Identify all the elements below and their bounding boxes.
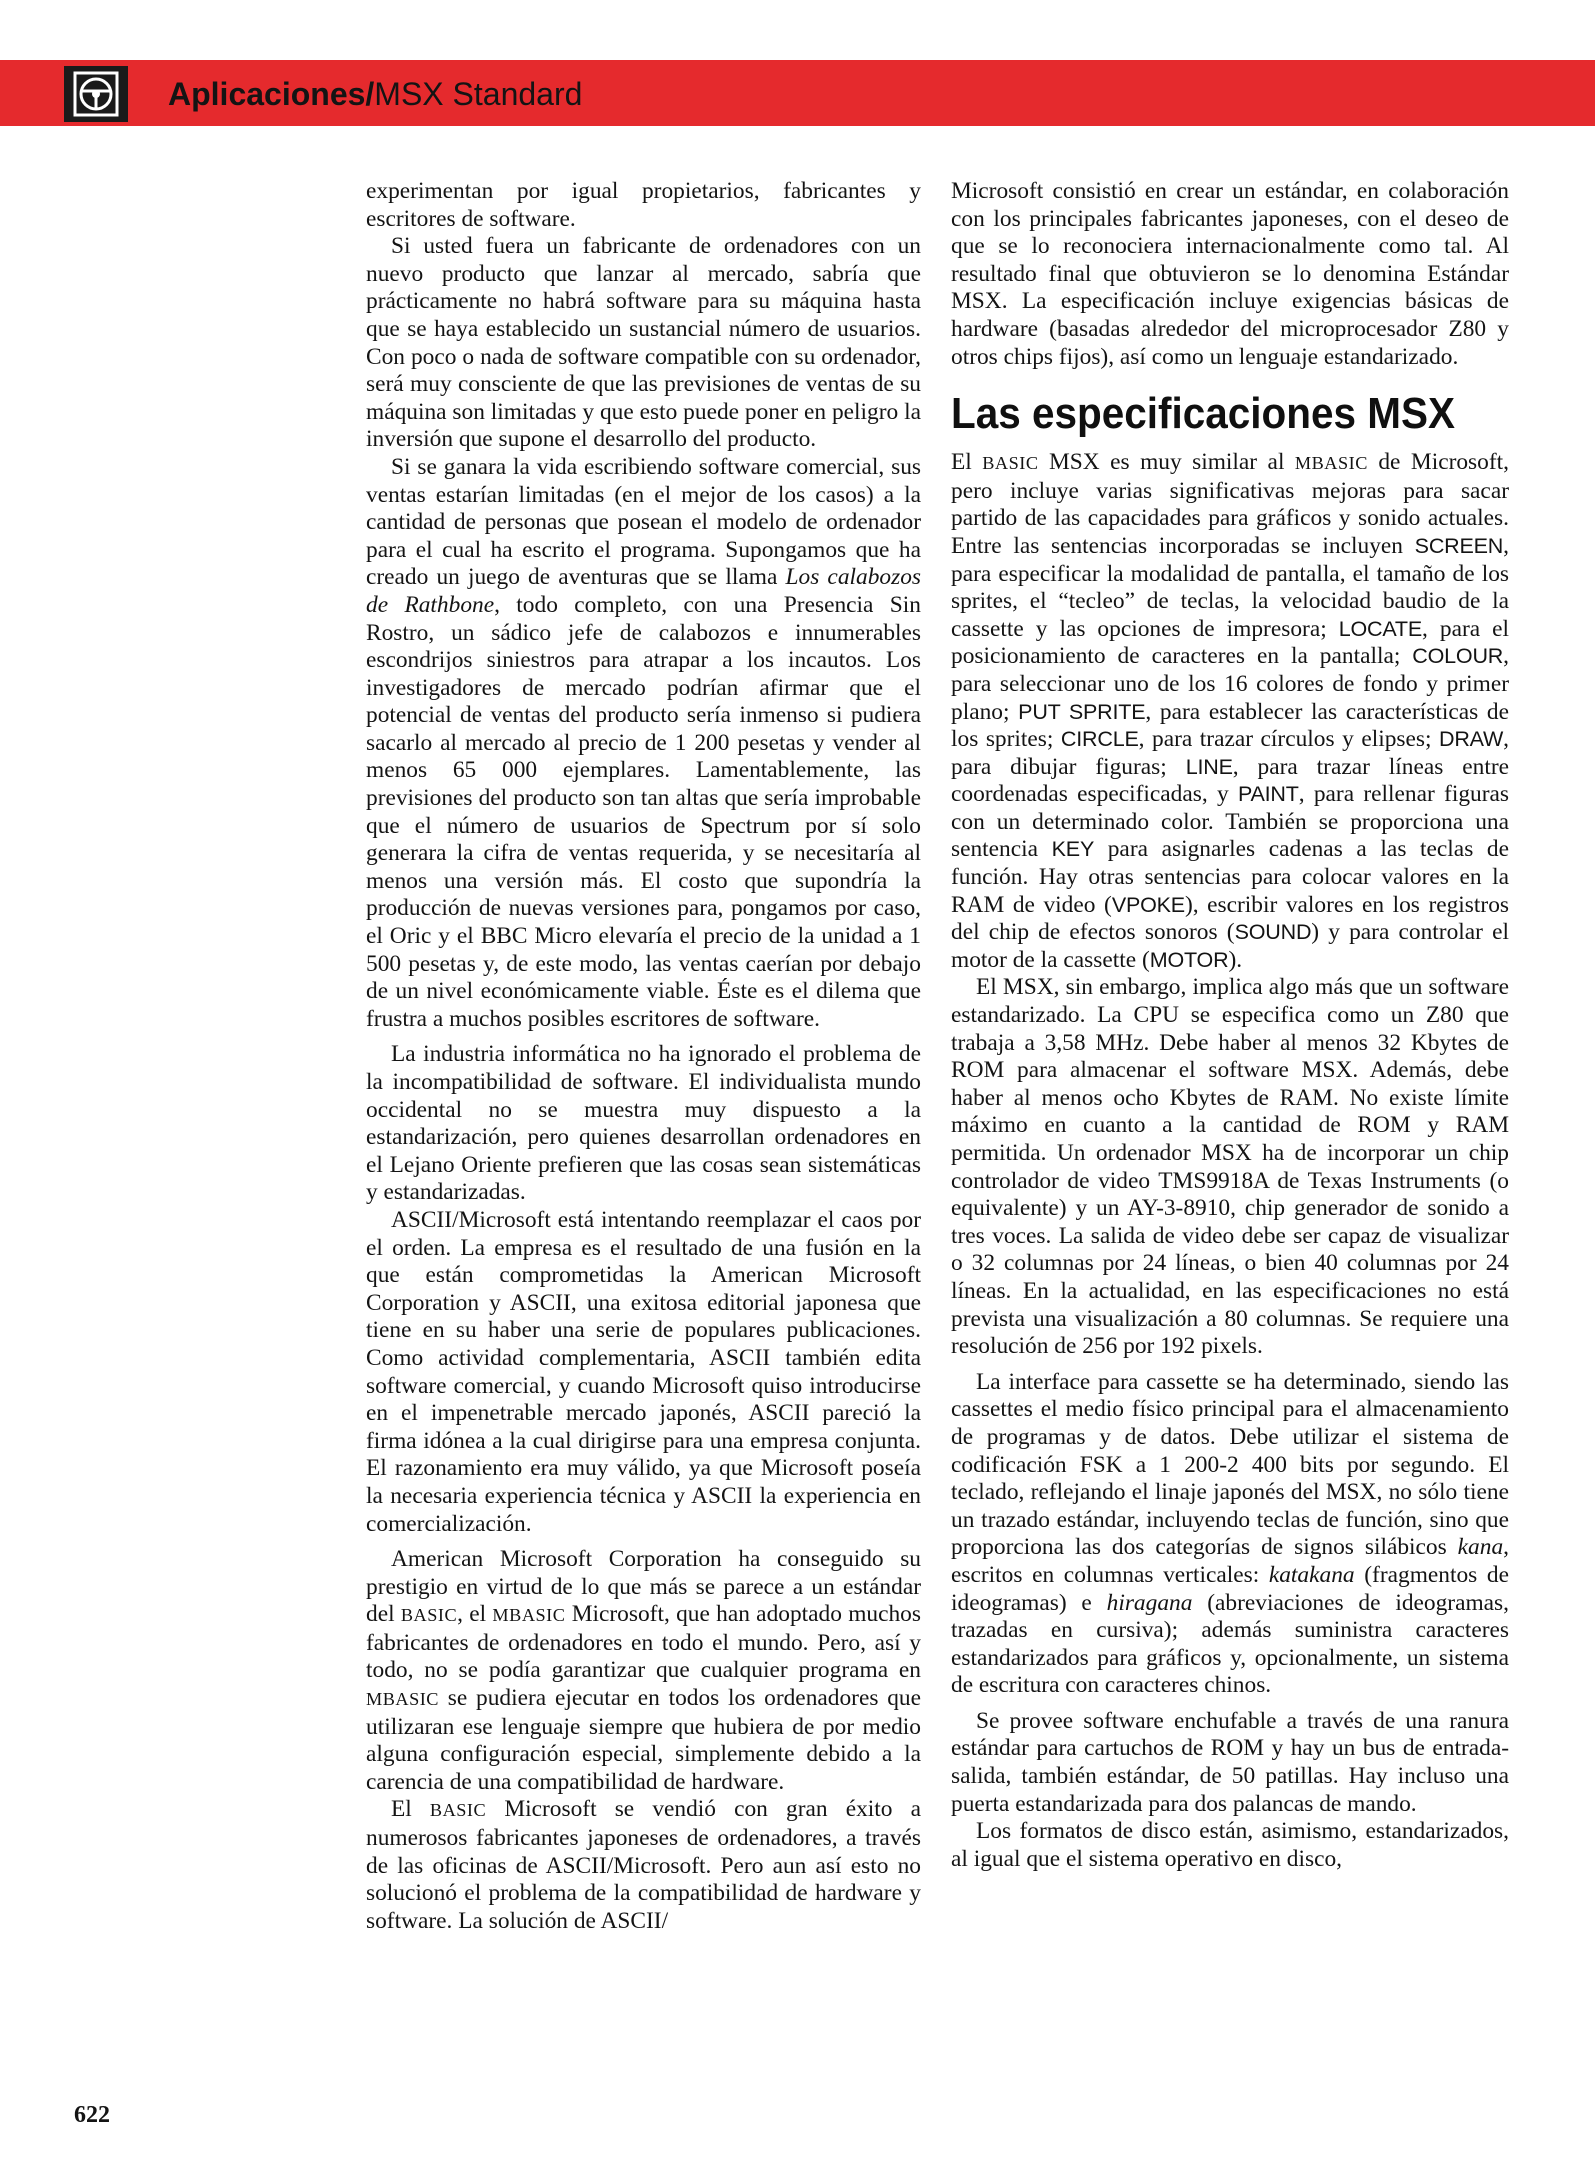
paragraph: Si usted fuera un fabricante de ordenadores con un nuevo producto que lanzar al mercado, sabría que prácticamente no habrá software para su máquina hasta que se haya establecido un sustancial número de usuarios. Con poco o nada de software compatible con su ordenador, será muy consciente de que las previsiones de ventas de su máquina son limitadas y que esto puede poner en peligro la inversión que supone el desarrollo del producto.: [366, 233, 921, 453]
keyword: KEY: [1051, 837, 1095, 862]
keyword: COLOUR: [1412, 644, 1504, 669]
paragraph: La industria informática no ha ignorado el problema de la incompatibilidad de software. El individualista mundo occidental no se muestra muy dispuesto a la estandarización, pero quienes desarrollan ordenadores en el Lejano Oriente prefieren que las cosas sean sistemáticas y estandarizadas.: [366, 1041, 921, 1206]
paragraph: American Microsoft Corporation ha conseguido su prestigio en virtud de lo que más se parece a un estándar del BASIC, el MBASIC Microsoft, que han adoptado muchos fabricantes de ordenadores en todo el mundo. Pero, así y todo, no se podía garantizar que cualquier programa en MBASIC se pudiera ejecutar en todos los ordenadores que utilizaran ese lenguaje siempre que hubiera de por medio alguna configuración especial, simplemente debido a la carencia de una compatibilidad de hardware.: [366, 1546, 921, 1795]
keyword: PAINT: [1237, 782, 1299, 807]
paragraph: La interface para cassette se ha determinado, siendo las cassettes el medio físico principal para el almacenamiento de programas y de datos. Debe utilizar el sistema de codificación FSK a 1 200-2 400 bits por segundo. El teclado, reflejando el linaje japonés del MSX, no sólo tiene un trazado estándar, incluyendo teclas de función, sino que proporciona las dos categorías de signos silábicos kana, escritos en columnas verticales: katakana (fragmentos de ideogramas) e hiragana (abreviaciones de ideogramas, trazadas en cursiva); además suministra caracteres estandarizados para gráficos y, opcionalmente, un sistema de escritura con caracteres chinos.: [951, 1368, 1510, 1699]
section-logo: [64, 66, 128, 122]
section-subtitle: MSX Standard: [374, 76, 583, 112]
keyword: MOTOR: [1149, 947, 1229, 972]
paragraph: El MSX, sin embargo, implica algo más que un software estandarizado. La CPU se especifica como un Z80 que trabaja a 3,58 MHz. Debe haber al menos 32 Kbytes de ROM para almacenar el software MSX. Además, debe haber al menos ocho Kbytes de RAM. No existe límite máximo en cuanto a la cantidad de ROM y RAM permitida. Un ordenador MSX ha de incorporar un chip controlador de video TMS9918A de Texas Instruments (o equivalente) y un AY-3-8910, chip generador de sonido a tres voces. La salida de video debe ser capaz de visualizar o 32 columnas por 24 líneas, o bien 40 columnas por 24 líneas. En la actualidad, en las especificaciones no está prevista una visualización a 80 columnas. Se requiere una resolución de 256 por 192 pixels.: [951, 974, 1509, 1360]
keyword: SOUND: [1234, 920, 1312, 945]
left-column: [366, 178, 921, 1935]
paragraph: El BASIC Microsoft se vendió con gran éxito a numerosos fabricantes japoneses de ordenadores, a través de las oficinas de ASCII/Microsoft. Pero aun así esto no solucionó el problema de la compatibilidad de hardware y software. La solución de ASCII/: [366, 1796, 921, 1934]
steering-wheel-icon: [73, 71, 119, 117]
section-name: Aplicaciones: [168, 76, 366, 112]
right-column: [951, 178, 1509, 1873]
game-title: Los calabozos de Rathbone: [366, 564, 921, 618]
paragraph: Se provee software enchufable a través de una ranura estándar para cartuchos de ROM y hay un bus de entrada-salida, también estándar, de 50 patillas. Hay incluso una puerta estandarizada para dos palancas de mando.: [951, 1707, 1509, 1817]
keyword: LINE: [1185, 754, 1233, 779]
paragraph: Los formatos de disco están, asimismo, estandarizados, al igual que el sistema operativo en disco,: [951, 1818, 1509, 1872]
paragraph: El BASIC MSX es muy similar al MBASIC de Microsoft, pero incluye varias significativas mejoras para sacar partido de las capacidades para gráficos y sonido actuales. Entre las sentencias incorporadas se incluyen SCREEN, para especificar la modalidad de pantalla, el tamaño de los sprites, el “tecleo” de teclas, la velocidad baudio de la cassette y las opciones de impresora; LOCATE, para el posicionamiento de caracteres en la pantalla; COLOUR, para seleccionar uno de los 16 colores de fondo y primer plano; PUT SPRITE, para establecer las características de los sprites; CIRCLE, para trazar círculos y elipses; DRAW, para dibujar figuras; LINE, para trazar líneas entre coordenadas especificadas, y PAINT, para rellenar figuras con un determinado color. También se proporciona una sentencia KEY para asignarles cadenas a las teclas de función. Hay otras sentencias para colocar valores en la RAM de video (VPOKE), escribir valores en los registros del chip de efectos sonoros (SOUND) y para controlar el motor de la cassette (MOTOR).: [951, 449, 1510, 973]
keyword: DRAW: [1439, 727, 1504, 752]
keyword: CIRCLE: [1060, 727, 1139, 752]
paragraph: Si se ganara la vida escribiendo software comercial, sus ventas estarían limitadas (en el mejor de los casos) a la cantidad de personas que posean el modelo de ordenador para el cual ha escrito el programa. Supongamos que ha creado un juego de aventuras que se llama Los calabozos de Rathbone, todo completo, con una Presencia Sin Rostro, un sádico jefe de calabozos e innumerables escondrijos siniestros para atrapar a los incautos. Los investigadores de mercado podrían afirmar que el potencial de ventas del producto sería inmenso si pudiera sacarlo al mercado al precio de 1 200 pesetas y vender al menos 65 000 ejemplares. Lamentablemente, las previsiones del producto son tan altas que sería improbable que el número de usuarios de Spectrum por sí solo generara la cifra de ventas requerida, y se necesitaría al menos una versión más. El costo que supondría la producción de nuevas versiones para, pongamos por caso, el Oric y el BBC Micro elevaría el precio de la unidad a 1 500 pesetas y, de este modo, las ventas caerían por debajo de un nivel económicamente viable. Éste es el dilema que frustra a muchos posibles escritores de software.: [366, 453, 921, 1032]
paragraph: experimentan por igual propietarios, fabricantes y escritores de software.: [366, 178, 921, 232]
paragraph: ASCII/Microsoft está intentando reemplazar el caos por el orden. La empresa es el resultado de una fusión en la que están comprometidas la American Microsoft Corporation y ASCII, una exitosa editorial japonesa que tiene en su haber una serie de populares publicaciones. Como actividad complementaria, ASCII también edita software comercial, y cuando Microsoft quiso introducirse en el impenetrable mercado japonés, ASCII pareció la firma idónea a la cual dirigirse para una empresa conjunta. El razonamiento era muy válido, ya que Microsoft poseía la necesaria experiencia técnica y ASCII la experiencia en comercialización.: [366, 1206, 921, 1537]
keyword: VPOKE: [1111, 892, 1185, 917]
header-title: [168, 72, 582, 116]
paragraph: Microsoft consistió en crear un estándar, en colaboración con los principales fabricantes japoneses, con el deseo de que se lo reconociera internacionalmente como tal. Al resultado final que obtuvieron se lo denomina Estándar MSX. La especificación incluye exigencias básicas de hardware (basadas alrededor del microprocesador Z80 y otros chips fijos), así como un lenguaje estandarizado.: [951, 178, 1509, 370]
title-separator: /: [365, 76, 375, 112]
keyword: SCREEN: [1414, 533, 1504, 558]
keyword: LOCATE: [1338, 616, 1423, 641]
keyword: PUT SPRITE: [1018, 699, 1146, 724]
section-heading: Las especificaciones MSX: [951, 389, 1455, 439]
page-number: 622: [74, 2102, 110, 2128]
